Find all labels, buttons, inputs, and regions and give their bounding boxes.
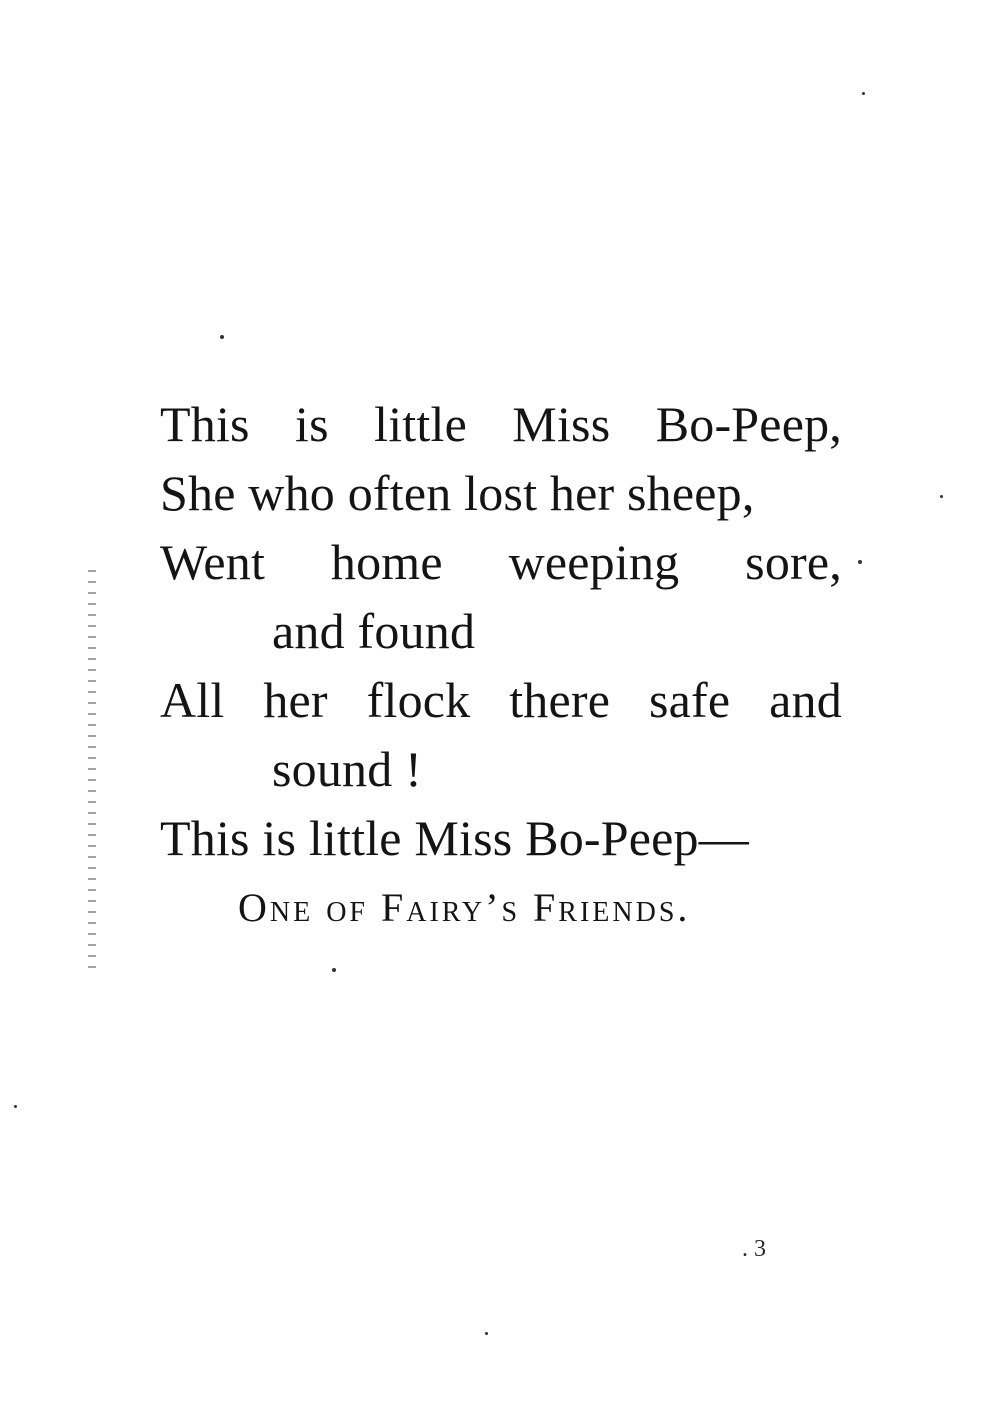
poem-signature: One of Fairy’s Friends. <box>238 885 691 930</box>
poem-line-6: sound ! <box>272 741 423 797</box>
poem-word: flock <box>366 672 471 728</box>
poem-word: home <box>330 534 443 590</box>
print-speck <box>332 968 336 972</box>
poem-line-5 <box>160 666 842 735</box>
poem-line-1 <box>160 390 842 459</box>
poem-word: her <box>263 672 328 728</box>
poem-word: Went <box>160 534 266 590</box>
poem-line-2: She who often lost her sheep, <box>160 465 755 521</box>
print-speck <box>940 495 943 498</box>
print-speck <box>14 1105 17 1108</box>
print-speck <box>220 335 224 339</box>
poem-word: safe <box>649 672 731 728</box>
poem-word: and <box>769 672 842 728</box>
poem-text <box>160 390 850 942</box>
poem-line-4: and found <box>272 603 476 659</box>
poem-word: sore, <box>745 534 842 590</box>
poem-word: Miss <box>512 396 611 452</box>
poem-word: is <box>295 396 329 452</box>
print-speck <box>858 560 862 564</box>
poem-word: All <box>160 672 225 728</box>
poem-word: This <box>160 396 250 452</box>
page-number: . 3 <box>742 1236 766 1262</box>
print-speck <box>485 1332 488 1335</box>
binding-edge-marks <box>88 570 96 970</box>
poem-line-3 <box>160 528 842 597</box>
poem-word: Bo-Peep, <box>655 396 842 452</box>
poem-word: there <box>509 672 611 728</box>
poem-word: little <box>374 396 467 452</box>
poem-word: weeping <box>508 534 680 590</box>
poem-line-7: This is little Miss Bo-Peep— <box>160 810 749 866</box>
print-speck <box>862 92 865 95</box>
